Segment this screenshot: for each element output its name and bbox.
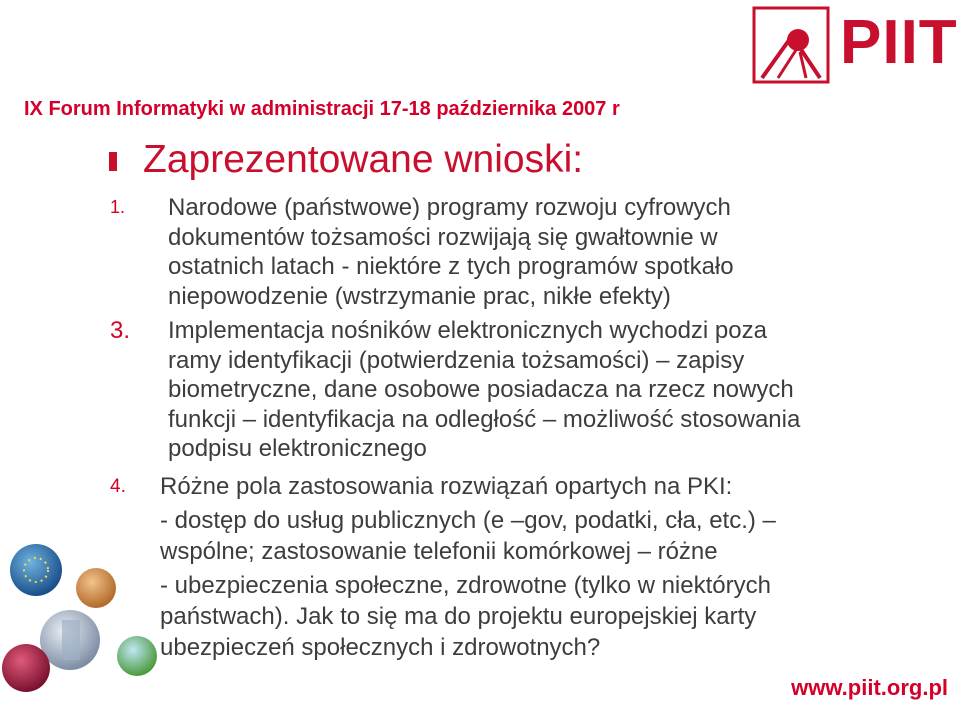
logo-text: PIIT — [840, 8, 958, 77]
item-line: podpisu elektronicznego — [168, 435, 427, 462]
item-4-number: 4. — [110, 476, 126, 497]
item-line: dokumentów tożsamości rozwijają się gwałtownie w — [168, 223, 718, 251]
item-line: niepowodzenie (wstrzymanie prac, nikłe efekty) — [168, 282, 671, 310]
piit-logo-mark-icon — [752, 6, 830, 86]
piit-logo — [752, 6, 958, 86]
item-1-number: 1. — [110, 197, 126, 217]
decorative-image-collage — [0, 540, 180, 705]
wheat-image-icon — [76, 568, 116, 608]
item-line: - dostęp do usług publicznych (e –gov, podatki, cła, etc.) – — [160, 507, 776, 534]
title-bullet-icon — [109, 152, 117, 171]
item-line: funkcji – identyfikacja na odległość – możliwość stosowania — [168, 405, 801, 433]
eu-globe-icon — [10, 544, 62, 596]
item-line: ostatnich latach - niektóre z tych programów spotkało — [168, 253, 734, 280]
forum-title: IX Forum Informatyki w administracji 17-18 października 2007 r — [24, 98, 620, 120]
footer-url[interactable]: www.piit.org.pl — [791, 675, 948, 700]
list-item — [160, 471, 776, 663]
item-line: Implementacja nośników elektronicznych wychodzi poza — [168, 317, 767, 344]
item-line: biometryczne, dane osobowe posiadacza na rzecz nowych — [168, 376, 794, 403]
item-line: Różne pola zastosowania rozwiązań opartych na PKI: — [160, 473, 733, 500]
item-line: państwach). Jak to się ma do projektu europejskiej karty — [160, 603, 757, 630]
building-image-icon — [40, 610, 100, 670]
item-line: - ubezpieczenia społeczne, zdrowotne (tylko w niektórych — [160, 572, 771, 599]
item-line: wspólne; zastosowanie telefonii komórkowej – różne — [160, 538, 718, 565]
item-line: ramy identyfikacji (potwierdzenia tożsamości) – zapisy — [168, 346, 745, 374]
item-line: Narodowe (państwowe) programy rozwoju cyfrowych — [168, 194, 731, 221]
item-3-number: 3. — [110, 317, 131, 344]
list-item — [168, 316, 800, 464]
gear-image-icon — [2, 644, 50, 692]
list-item — [168, 193, 734, 311]
slide-title: Zaprezentowane wnioski: — [143, 138, 584, 181]
grass-image-icon — [117, 636, 157, 676]
item-line: ubezpieczeń społecznych i zdrowotnych? — [160, 634, 601, 661]
